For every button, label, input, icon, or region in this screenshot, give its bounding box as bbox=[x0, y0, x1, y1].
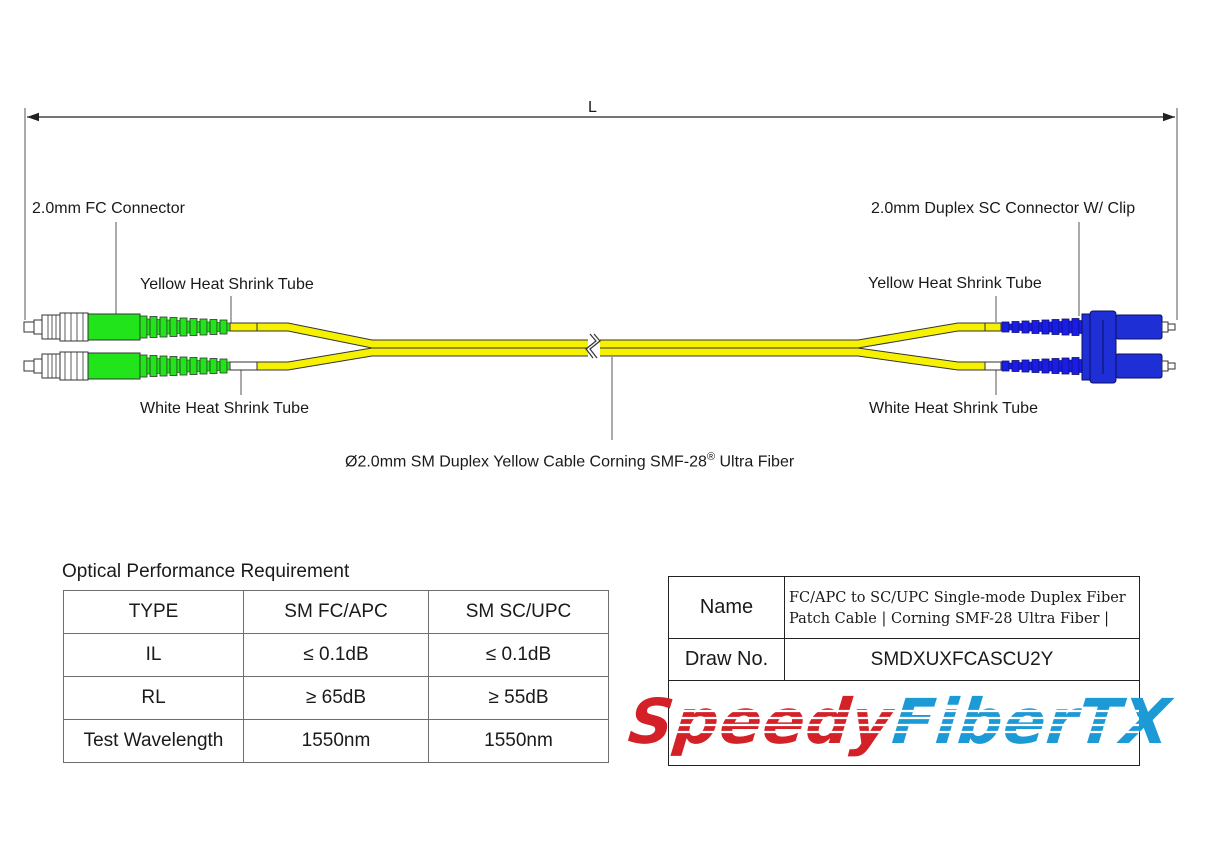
fc-boot-gap bbox=[217, 362, 220, 371]
sc-boot-gap bbox=[1009, 324, 1012, 330]
fc-boot-segment bbox=[190, 319, 197, 336]
sc-boot-segment bbox=[1032, 321, 1039, 334]
fc-ferrule bbox=[24, 322, 34, 332]
sc-boot-segment bbox=[1072, 358, 1079, 375]
white-heat-shrink-left bbox=[230, 362, 257, 370]
draw-row bbox=[669, 639, 1139, 681]
fc-boot-segment bbox=[220, 359, 227, 373]
fc-boot-segment bbox=[170, 318, 177, 337]
sc-boot-gap bbox=[1069, 360, 1072, 372]
white-tube-label-right: White Heat Shrink Tube bbox=[869, 400, 1038, 417]
sc-housing-lower bbox=[1116, 354, 1162, 378]
fc-coupling-nut bbox=[42, 315, 60, 339]
sc-ferrule-tip-upper bbox=[1168, 324, 1175, 330]
sc-ferrule-lower bbox=[1162, 361, 1168, 371]
name-key: Name bbox=[669, 577, 785, 638]
fc-boot-segment bbox=[140, 316, 147, 338]
draw-key: Draw No. bbox=[669, 639, 785, 680]
sc-boot-gap bbox=[1059, 361, 1062, 372]
row-wl-fc: 1550nm bbox=[244, 720, 429, 763]
fc-boot-gap bbox=[207, 361, 210, 371]
row-rl-type: RL bbox=[64, 677, 244, 720]
sc-boot-segment bbox=[1002, 322, 1009, 332]
table-row bbox=[64, 720, 609, 763]
speedyfibertx-logo bbox=[625, 681, 1175, 765]
fc-boot-segment bbox=[200, 319, 207, 335]
sc-boot-segment bbox=[1072, 319, 1079, 336]
fc-boot bbox=[88, 353, 140, 379]
fc-boot-gap bbox=[227, 323, 230, 331]
fc-boot-gap bbox=[187, 321, 190, 333]
sc-duplex-connector bbox=[1002, 311, 1175, 383]
sc-housing-upper bbox=[1116, 315, 1162, 339]
sc-boot-segment bbox=[1012, 322, 1019, 333]
fc-ferrule bbox=[24, 361, 34, 371]
fc-boot bbox=[88, 314, 140, 340]
sc-boot-segment bbox=[1052, 320, 1059, 335]
sc-boot-segment bbox=[1002, 361, 1009, 371]
sc-boot-gap bbox=[1049, 361, 1052, 371]
yellow-heat-shrink-right bbox=[985, 323, 1001, 331]
sc-boot-segment bbox=[1042, 359, 1049, 373]
fc-connector-upper bbox=[24, 313, 230, 341]
fc-boot-gap bbox=[187, 360, 190, 372]
fc-boot-segment bbox=[210, 320, 217, 335]
row-il-sc: ≤ 0.1dB bbox=[429, 634, 609, 677]
fc-boot-gap bbox=[167, 320, 170, 334]
sc-connector-label: 2.0mm Duplex SC Connector W/ Clip bbox=[871, 200, 1136, 217]
title-block bbox=[625, 576, 1175, 766]
performance-table bbox=[63, 590, 609, 763]
fc-boot-segment bbox=[180, 318, 187, 336]
logo-text-fibertx: FiberTX bbox=[889, 685, 1175, 758]
sc-boot-segment bbox=[1032, 360, 1039, 373]
fc-boot-segment bbox=[190, 358, 197, 375]
fc-boot-segment bbox=[160, 317, 167, 337]
row-il-type: IL bbox=[64, 634, 244, 677]
row-rl-fc: ≥ 65dB bbox=[244, 677, 429, 720]
fc-boot-segment bbox=[210, 359, 217, 374]
fc-boot-gap bbox=[157, 359, 160, 374]
yellow-duplex-cable bbox=[256, 323, 1000, 370]
row-rl-sc: ≥ 55dB bbox=[429, 677, 609, 720]
fc-boot-segment bbox=[220, 320, 227, 334]
fc-boot-gap bbox=[227, 362, 230, 370]
fc-connector-lower bbox=[24, 352, 230, 380]
fc-body bbox=[60, 313, 88, 341]
yellow-heat-shrink-left bbox=[230, 323, 257, 331]
fc-boot-gap bbox=[217, 323, 220, 332]
sc-boot-segment bbox=[1022, 321, 1029, 333]
white-heat-shrink-right bbox=[985, 362, 1001, 370]
sc-boot-gap bbox=[1019, 324, 1022, 331]
header-type: TYPE bbox=[64, 591, 244, 634]
fc-boot-gap bbox=[147, 319, 150, 335]
fc-boot-gap bbox=[147, 358, 150, 374]
sc-boot-segment bbox=[1022, 360, 1029, 372]
fc-boot-gap bbox=[177, 321, 180, 334]
fc-boot-gap bbox=[197, 361, 200, 372]
cable-upper-leg bbox=[256, 323, 1000, 348]
row-wl-type: Test Wavelength bbox=[64, 720, 244, 763]
sc-boot-gap bbox=[1039, 323, 1042, 332]
table-row bbox=[64, 677, 609, 720]
fc-connector-label: 2.0mm FC Connector bbox=[32, 200, 185, 217]
fc-boot-segment bbox=[200, 358, 207, 374]
logo-text-speedy: Speedy bbox=[625, 685, 897, 758]
yellow-tube-label-right: Yellow Heat Shrink Tube bbox=[868, 275, 1042, 292]
sc-boot-gap bbox=[1029, 323, 1032, 331]
sc-boot-segment bbox=[1052, 359, 1059, 374]
header-fc-apc: SM FC/APC bbox=[244, 591, 429, 634]
sc-boot-gap bbox=[1029, 362, 1032, 370]
svg-text:SpeedyFiberTX bbox=[625, 685, 1176, 758]
fc-boot-gap bbox=[197, 322, 200, 333]
fc-coupling-nut bbox=[42, 354, 60, 378]
sc-boot-gap bbox=[1039, 362, 1042, 371]
fc-ferrule-collar bbox=[34, 320, 42, 334]
fc-boot-segment bbox=[180, 357, 187, 375]
sc-ferrule-tip-lower bbox=[1168, 363, 1175, 369]
fc-boot-segment bbox=[140, 355, 147, 377]
name-value: FC/APC to SC/UPC Single-mode Duplex Fiber Patch Cable | Corning SMF-28 Ultra Fiber | bbox=[789, 590, 1126, 627]
row-wl-sc: 1550nm bbox=[429, 720, 609, 763]
header-sc-upc: SM SC/UPC bbox=[429, 591, 609, 634]
yellow-tube-label-left: Yellow Heat Shrink Tube bbox=[140, 276, 314, 293]
sc-boot-segment bbox=[1062, 319, 1069, 335]
cable-lower-leg bbox=[256, 348, 1000, 370]
sc-boot-gap bbox=[1049, 322, 1052, 332]
row-il-fc: ≤ 0.1dB bbox=[244, 634, 429, 677]
sc-boot-segment bbox=[1042, 320, 1049, 334]
sc-boot-gap bbox=[1009, 363, 1012, 369]
table-header-row bbox=[64, 591, 609, 634]
length-label: L bbox=[588, 99, 597, 116]
sc-boot-gap bbox=[1059, 322, 1062, 333]
performance-title: Optical Performance Requirement bbox=[62, 561, 350, 582]
fc-boot-segment bbox=[170, 357, 177, 376]
fc-boot-gap bbox=[167, 359, 170, 373]
table-row bbox=[64, 634, 609, 677]
sc-boot-segment bbox=[1012, 361, 1019, 372]
fc-boot-gap bbox=[207, 322, 210, 332]
cable-spec-text: Ø2.0mm SM Duplex Yellow Cable Corning SMF-28 bbox=[345, 453, 707, 471]
cable-spec-tail: Ultra Fiber bbox=[715, 453, 795, 471]
fc-boot-segment bbox=[150, 317, 157, 338]
sc-boot-segment bbox=[1062, 358, 1069, 374]
fc-boot-gap bbox=[157, 320, 160, 335]
fc-ferrule-collar bbox=[34, 359, 42, 373]
sc-boot-gap bbox=[1069, 321, 1072, 333]
cable-spec-label bbox=[345, 452, 794, 470]
fc-body bbox=[60, 352, 88, 380]
name-row bbox=[669, 577, 1139, 639]
fc-boot-segment bbox=[160, 356, 167, 376]
sc-ferrule-upper bbox=[1162, 322, 1168, 332]
fc-boot-segment bbox=[150, 356, 157, 377]
sc-boot-gap bbox=[1019, 363, 1022, 370]
fc-boot-gap bbox=[177, 360, 180, 373]
white-tube-label-left: White Heat Shrink Tube bbox=[140, 400, 309, 417]
registered-mark: ® bbox=[706, 451, 716, 463]
draw-value: SMDXUXFCASCU2Y bbox=[870, 648, 1054, 670]
